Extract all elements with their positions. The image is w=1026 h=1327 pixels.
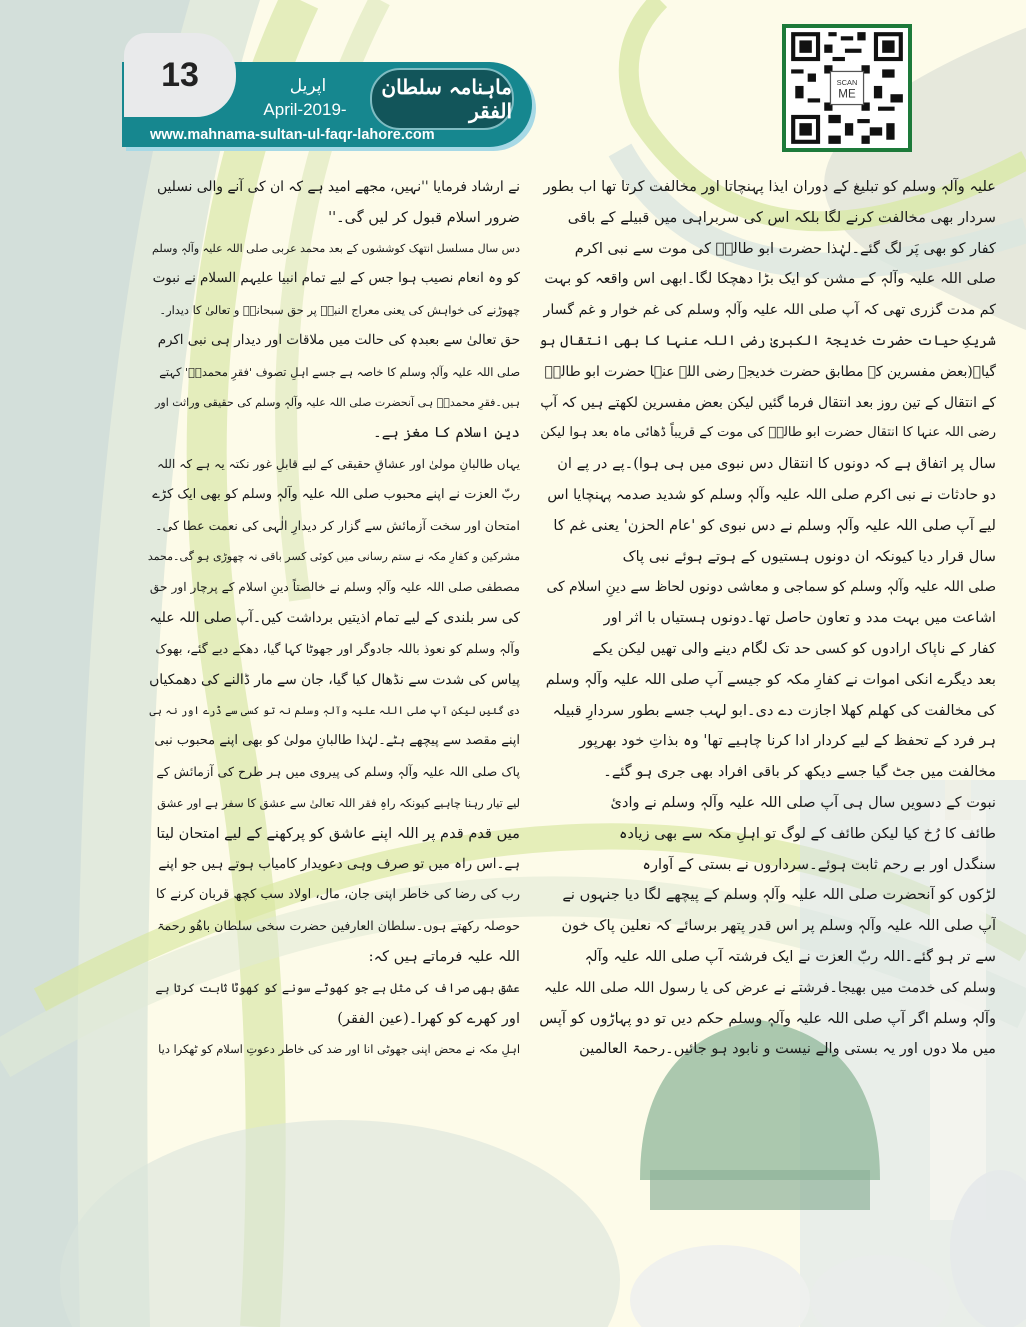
article-line: چھوڑنے کی خواہش کی یعنی معراج النبیؐ پر حق سبحانہٗ و تعالیٰ کا دیدار۔	[159, 303, 520, 318]
article-line: کے انتقال کے تین روز بعد انتقال فرما گئیں لیکن بعض مفسرین لکھتے ہیں کہ آپ	[540, 394, 996, 411]
article-line: دو حادثات نے نبی اکرم صلی اللہ علیہ وآلہٖ وسلم کو شدید صدمہ پہنچایا اس	[547, 486, 996, 503]
article-line: اللہ علیہ فرماتے ہیں کہ:	[368, 947, 520, 965]
article-line: رب کی رضا کی خاطر اپنی جان، مال، اولاد سب کچھ قربان کرنے کا	[155, 887, 520, 903]
article-line: نے ارشاد فرمایا ''نہیں، مجھے امید ہے کہ ان کی آنے والی نسلیں	[157, 179, 520, 195]
article-line: مصطفی صلی اللہ علیہ وآلہٖ وسلم نے خالصتاً دینِ اسلام کے پرچار اور حق	[149, 580, 520, 595]
magazine-logo	[370, 68, 514, 130]
article-line: ربّ العزت نے اپنے محبوب صلی اللہ علیہ وآلہٖ وسلم کو بھی ایک کڑے	[152, 486, 520, 502]
issue-month-english: April-2019-	[263, 100, 347, 119]
article-line: سال پر اتفاق ہے کہ دونوں کا انتقال دس نبوی میں ہی ہوا)۔پے در پے ان	[557, 455, 996, 473]
article-line: شریکِ حیات حضرت خدیجۃ الکبریٰ رضی اللہ عنہا کا بھی انتقال ہو	[539, 332, 996, 349]
article-line: سے تر ہو گئے۔اللہ ربّ العزت نے ایک فرشتہ آپ صلی اللہ علیہ وآلہٖ	[584, 947, 996, 965]
article-line: صلی اللہ علیہ وآلہٖ وسلم کو سماجی و معاشی دونوں لحاظ سے دینِ اسلام کی	[546, 579, 996, 596]
article-column-right	[538, 172, 996, 1065]
article-line: حق تعالیٰ سے بعبدہٖ کی حالت میں ملاقات اور دیدار ہی نبی اکرم	[157, 332, 520, 348]
article-line: طائف کا رُخ کیا لیکن طائف کے لوگ تو اہلِ مکہ سے بھی زیادہ	[618, 824, 996, 842]
article-line: لڑکوں کو آنحضرت صلی اللہ علیہ وآلہٖ وسلم کے پیچھے لگا دیا جنہوں نے	[562, 886, 996, 904]
article-line: آپ صلی اللہ علیہ وآلہٖ وسلم پر اس قدر پتھر برسائے کہ نعلین پاک خون	[561, 917, 996, 935]
article-line: ہے۔اس راہ میں تو صرف وہی دعویدار کامیاب ہوتے ہیں جو اپنے	[158, 856, 520, 872]
article-line: دی گئیں لیکن آپ صلی اللہ علیہ وآلہٖ وسلم نہ تو کسی سے ڈرے اور نہ ہی	[149, 704, 520, 717]
article-line: عشق بھی صراف کی مثل ہے جو کھوٹے سونے کو کھوٹا ثابت کرتا ہے	[155, 980, 520, 995]
article-line: حوصلہ رکھتے ہوں۔سلطان العارفین حضرت سخی سلطان باھُو رحمۃ	[157, 918, 520, 934]
issue-month-urdu: اپریل	[289, 76, 327, 96]
article-line: لیے آپ صلی اللہ علیہ وآلہٖ وسلم نے دس نبوی کو 'عام الحزن' یعنی غم کا	[553, 516, 996, 534]
article-line: مشرکین و کفارِ مکہ نے ستم رسانی میں کوئی کسر باقی نہ چھوڑی ہو گی۔محمد	[148, 549, 520, 563]
article-line: کی سر بلندی کے لیے تمام اذیتیں برداشت کیں۔آپ صلی اللہ علیہ	[149, 610, 520, 627]
article-line: گیا۔(بعض مفسرین کے مطابق حضرت خدیجہ رضی اللہ عنہا حضرت ابو طالبؓ	[544, 363, 996, 380]
article-line: دس سال مسلسل انتھک کوششوں کے بعد محمد عربی صلی اللہ علیہ وآلہٖ وسلم	[152, 241, 520, 255]
article-line: امتحان اور سخت آزمائش سے گزار کر دیدارِ الٰہی کی نعمت عطا کی۔	[155, 517, 520, 533]
article-line: وسلم کی خدمت میں بھیجا۔فرشتے نے عرض کی یا رسول اللہ صلی اللہ علیہ	[544, 979, 996, 996]
magazine-name: ماہنامہ سلطان الفقر	[381, 75, 512, 123]
article-line: بعد دیگرے انکی اموات نے کفارِ مکہ کو جیسے آپ صلی اللہ علیہ وآلہٖ وسلم	[545, 670, 996, 688]
article-line: سنگدل اور بے رحم ثابت ہوئے۔سرداروں نے بستی کے آوارہ	[642, 855, 996, 873]
article-line: کم مدت گزری تھی کہ آپ صلی اللہ علیہ وآلہٖ وسلم کی غم خوار و غم گسار	[543, 302, 996, 319]
qr-code-icon	[786, 28, 908, 148]
article-line: کو وہ انعام نصیب ہوا جس کے لیے تمام انبیا علیہم السلام نے نبوت	[152, 271, 520, 287]
website-link[interactable]: www.mahnama-sultan-ul-faqr-lahore.com	[150, 127, 435, 143]
article-line: صلی اللہ علیہ وآلہٖ وسلم کا خاصہ ہے جسے اہلِ تصوف 'فقرِ محمدیؐ' کہتے	[159, 364, 520, 379]
svg-text:ME: ME	[838, 88, 856, 101]
article-line: رضی اللہ عنہا کا انتقال حضرت ابو طالبؓ کی موت کے قریباً ڈھائی ماہ بعد ہوا لیکن	[540, 425, 996, 441]
article-column-left	[148, 172, 520, 1065]
article-line: یہاں طالبانِ مولیٰ اور عشاقِ حقیقی کے لیے قابلِ غور نکتہ یہ ہے کہ اللہ	[157, 457, 520, 472]
page-number: 13	[161, 55, 199, 94]
article-line: علیہ وآلہٖ وسلم کو تبلیغ کے دوران ایذا پہنچاتا اور مخالفت کرتا تھا اب بطور	[543, 178, 996, 195]
page-number-tab	[124, 33, 236, 117]
article-line: ہیں۔فقرِ محمدیؐ ہی آنحضرت صلی اللہ علیہ وآلہٖ وسلم کی حقیقی وراثت اور	[155, 395, 520, 409]
article-line: اہلِ مکہ نے محض اپنی جھوٹی انا اور ضد کی خاطر دعوتِ اسلام کو ٹھکرا دیا	[158, 1042, 520, 1057]
article-line: دینِ اسلام کا مغز ہے۔	[373, 424, 520, 442]
article-line: صلی اللہ علیہ وآلہٖ کے مشن کو ایک بڑا دھچکا لگا۔ابھی اس واقعہ کو بہت	[544, 270, 996, 288]
qr-code[interactable]	[782, 24, 912, 152]
article-line: وآلہٖ وسلم کو نعوذ باللہ جادوگر اور جھوٹا کہا گیا، دھکے دیے گئے، بھوک	[155, 640, 520, 656]
article-line: میں ملا دوں اور یہ بستی والے نیست و نابود ہو جائیں۔رحمۃ العالمین	[579, 1040, 996, 1058]
article-line: وآلہٖ وسلم اگر آپ صلی اللہ علیہ وآلہٖ وسلم حکم دیں تو دو پہاڑوں کو آپس	[539, 1009, 996, 1027]
article-line: ہر فرد کے تحفظ کے لیے کردار ادا کرنا چاہیے تھا' وہ بذاتِ خود بھرپور	[579, 732, 996, 750]
article-line: سال قرار دیا کیونکہ ان دونوں ہستیوں کے ہوتے ہوئے نبی پاک	[622, 547, 996, 565]
article-line: سردار بھی مخالفت کرنے لگا بلکہ اس کی سربراہی میں قبیلے کے باقی	[567, 208, 996, 226]
article-line: میں قدم قدم پر اللہ اپنے عاشق کو پرکھنے کے لیے امتحان لیتا	[156, 824, 520, 842]
article-line: پاک صلی اللہ علیہ وآلہٖ وسلم کی پیروی میں ہر طرح کی آزمائش کے	[156, 764, 520, 780]
article-line: اور کھرے کو کھرا۔(عین الفقر)	[337, 1009, 520, 1027]
article-line: پیاس کی شدت سے نڈھال کیا گیا، جان سے مار ڈالنے کی دھمکیاں	[149, 671, 520, 688]
article-line: کفار کے ناپاک ارادوں کو کسی حد تک لگام دینے والی تھیں لیکن یکے	[592, 639, 996, 657]
article-line: لیے تیار رہنا چاہیے کیونکہ راہِ فقر اللہ تعالیٰ سے عشق کا سفر ہے اور عشق	[157, 795, 520, 810]
article-line: اپنے مقصد سے پیچھے ہٹے۔لہٰذا طالبانِ مولیٰ کو بھی اپنے محبوب نبی	[154, 733, 520, 749]
svg-text:SCAN: SCAN	[836, 78, 858, 88]
article-line: اشاعت میں بہت مدد و تعاون حاصل تھا۔دونوں ہستیاں با اثر اور	[603, 609, 996, 627]
article-line: ضرور اسلام قبول کر لیں گی۔''	[328, 208, 520, 226]
article-line: نبوت کے دسویں سال ہی آپ صلی اللہ علیہ وآلہٖ وسلم نے وادیٔ	[610, 793, 996, 811]
article-line: مخالفت میں جٹ گیا جسے دیکھ کر باقی افراد بھی جری ہو گئے۔	[603, 763, 996, 781]
article-line: کفار کو بھی پَر لگ گئے۔لہٰذا حضرت ابو طالبؓ کی موت سے نبی اکرم	[574, 239, 996, 257]
article-line: کی مخالفت کی کھلم کھلا اجازت دے دی۔ابو لہب جسے بطور سردارِ قبیلہ	[552, 701, 996, 719]
